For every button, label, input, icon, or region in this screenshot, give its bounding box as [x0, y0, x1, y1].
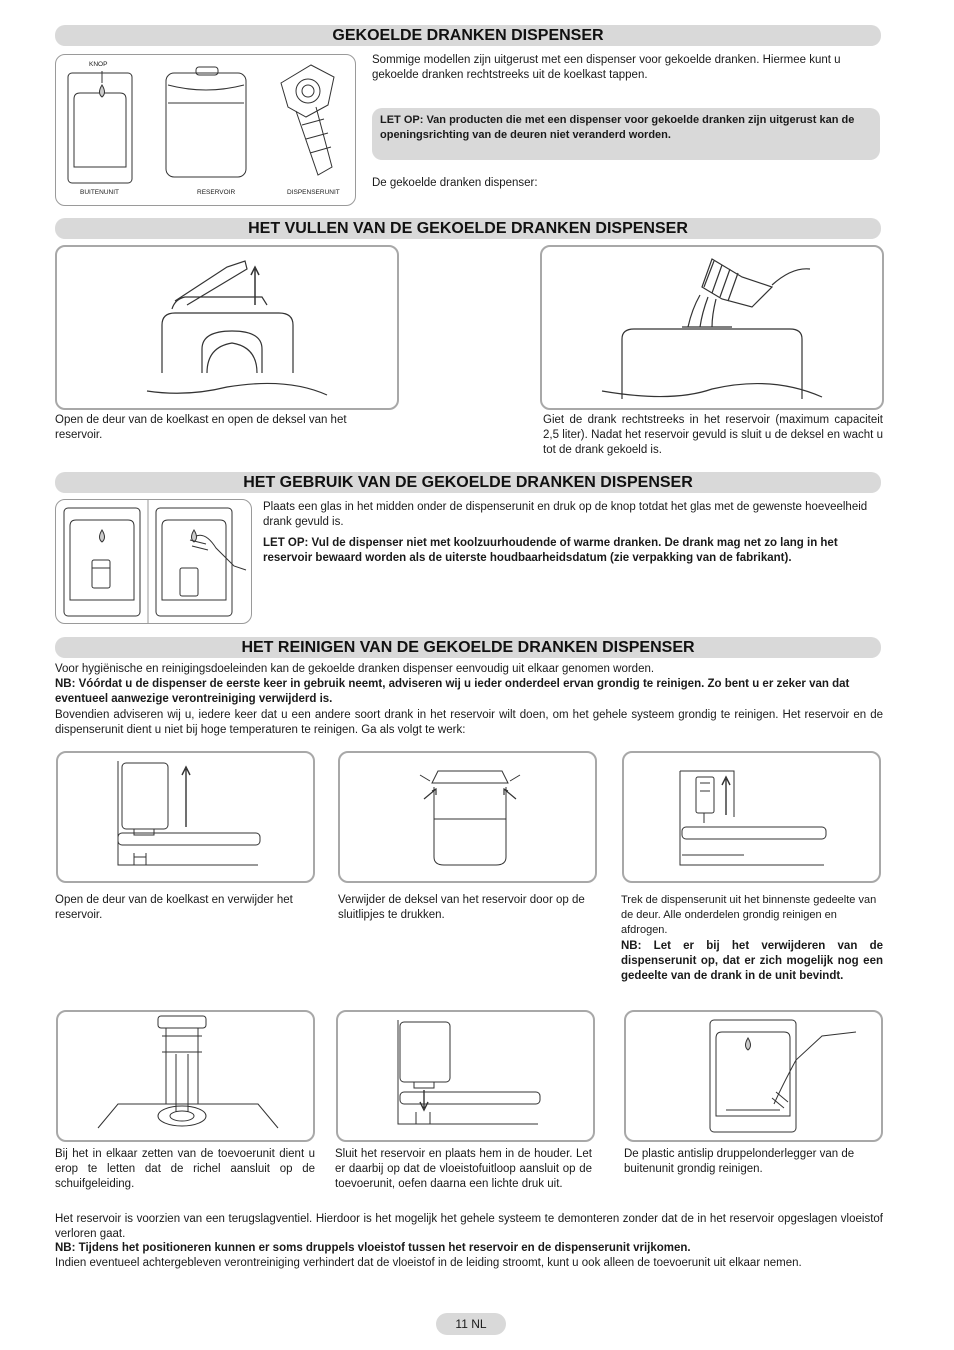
figure-open-lid	[55, 245, 399, 410]
dispenser-parts-illustration	[56, 55, 355, 205]
caption-open-lid: Open de deur van de koelkast en open de deksel van het reservoir.	[55, 414, 347, 441]
pour-drink-illustration	[542, 247, 882, 408]
figure-dispenser-parts	[55, 54, 356, 206]
open-lid-illustration	[57, 247, 397, 408]
step3-illustration	[624, 753, 879, 881]
figure-step-remove-reservoir	[56, 751, 315, 883]
step5-illustration	[338, 1012, 593, 1140]
caption-step6: De plastic antislip druppelonderlegger van de buitenunit grondig reinigen.	[624, 1148, 855, 1175]
figure-step-clean-driptray	[624, 1010, 883, 1142]
label-knop: KNOP	[89, 61, 108, 68]
figure-use-dispenser	[55, 499, 252, 624]
figure-pour-drink	[540, 245, 884, 410]
label-dispenserunit: DISPENSERUNIT	[287, 189, 340, 196]
cleaning-advice: Bovendien adviseren wij u, iedere keer dat u een andere soort drank in het reservoir wilt doen, om het gehele systeem grondig te reinigen. Het reservoir en de dispenserunit dient u niet bij hoge temperaturen te reinigen. Ga als volgt te werk:	[55, 709, 883, 736]
section-title-dispenser: GEKOELDE DRANKEN DISPENSER	[55, 25, 881, 46]
step2-illustration	[340, 753, 595, 881]
step1-illustration	[58, 753, 313, 881]
caption-step3: Trek de dispenserunit uit het binnenste gedeelte van de deur. Alle onderdelen grondig reinigen en afdrogen.	[621, 894, 877, 936]
cleaning-note: NB: Vóórdat u de dispenser de eerste keer in gebruik neemt, adviseren wij u ieder onderdeel ervan grondig te reinigen. Zo bent u er zeker van dat eventueel aanwezige verontreiniging verwijderd is.	[55, 678, 850, 705]
use-instructions: Plaats een glas in het midden onder de dispenserunit en druk op de knop totdat het glas met de gewenste hoeveelheid drank gevuld is.	[263, 501, 868, 528]
figure-step-place-reservoir	[336, 1010, 595, 1142]
caption-step2: Verwijder de deksel van het reservoir door op de sluitlipjes te drukken.	[338, 894, 585, 921]
footer-cleaning-text: Indien eventueel achtergebleven verontreiniging verhindert dat de vloeistof in de leiding stroomt, kunt u ook alleen de toevoerunit uit elkaar nemen.	[55, 1257, 802, 1269]
step6-illustration	[626, 1012, 881, 1140]
section-title-gebruik: HET GEBRUIK VAN DE GEKOELDE DRANKEN DISPENSER	[55, 472, 881, 493]
intro-text: Sommige modellen zijn uitgerust met een dispenser voor gekoelde dranken. Hiermee kunt u gekoelde dranken rechtstreeks uit de koelkast tappen.	[372, 54, 841, 81]
page-number: 11 NL	[436, 1313, 506, 1335]
section-title-vullen: HET VULLEN VAN DE GEKOELDE DRANKEN DISPENSER	[55, 218, 881, 239]
figure-step-remove-lid	[338, 751, 597, 883]
caption-step1: Open de deur van de koelkast en verwijder het reservoir.	[55, 894, 293, 921]
caption-step4: Bij het in elkaar zetten van de toevoerunit dient u erop te letten dat de richel aansluit op de schuifgeleiding.	[55, 1148, 315, 1190]
use-dispenser-illustration	[56, 500, 251, 623]
caption-step5: Sluit het reservoir en plaats hem in de houder. Let er daarbij op dat de vloeistofuitloop aansluit op de toevoerunit, oefen daarna een lichte druk uit.	[335, 1148, 592, 1190]
label-reservoir: RESERVOIR	[197, 189, 236, 196]
footer-valve-text: Het reservoir is voorzien van een terugslagventiel. Hierdoor is het mogelijk het gehele systeem te demonteren zonder dat de in het reservoir opgeslagen vloeistof verloren gaat.	[55, 1213, 883, 1240]
step4-illustration	[58, 1012, 313, 1140]
use-warning: LET OP: Vul de dispenser niet met koolzuurhoudende of warme dranken. De drank mag net zo lang in het reservoir bewaard worden als de uiterste houdbaarheidsdatum (zie verpakking van de fabrikant).	[263, 537, 838, 564]
footer-note: NB: Tijdens het positioneren kunnen er soms druppels vloeistof tussen het reservoir en de dispenserunit vrijkomen.	[55, 1242, 691, 1254]
dispenser-caption: De gekoelde dranken dispenser:	[372, 177, 538, 189]
cleaning-intro: Voor hygiënische en reinigingsdoeleinden kan de gekoelde dranken dispenser eenvoudig uit elkaar genomen worden.	[55, 663, 655, 675]
figure-step-pull-dispenser	[622, 751, 881, 883]
section-title-reinigen: HET REINIGEN VAN DE GEKOELDE DRANKEN DISPENSER	[55, 637, 881, 658]
caption-step3-note: NB: Let er bij het verwijderen van de dispenserunit op, dat er zich mogelijk nog een gedeelte van de drank in de unit bevindt.	[621, 940, 883, 982]
caption-pour-drink: Giet de drank rechtstreeks in het reservoir (maximum capaciteit 2,5 liter). Nadat het reservoir gevuld is sluit u de deksel en wacht u tot de drank gekoeld is.	[543, 414, 883, 456]
label-buitenunit: BUITENUNIT	[80, 189, 119, 196]
warning-note: LET OP: Van producten die met een dispenser voor gekoelde dranken zijn uitgerust kan de openingsrichting van de deuren niet veranderd worden.	[372, 108, 880, 160]
figure-step-assemble-supply	[56, 1010, 315, 1142]
